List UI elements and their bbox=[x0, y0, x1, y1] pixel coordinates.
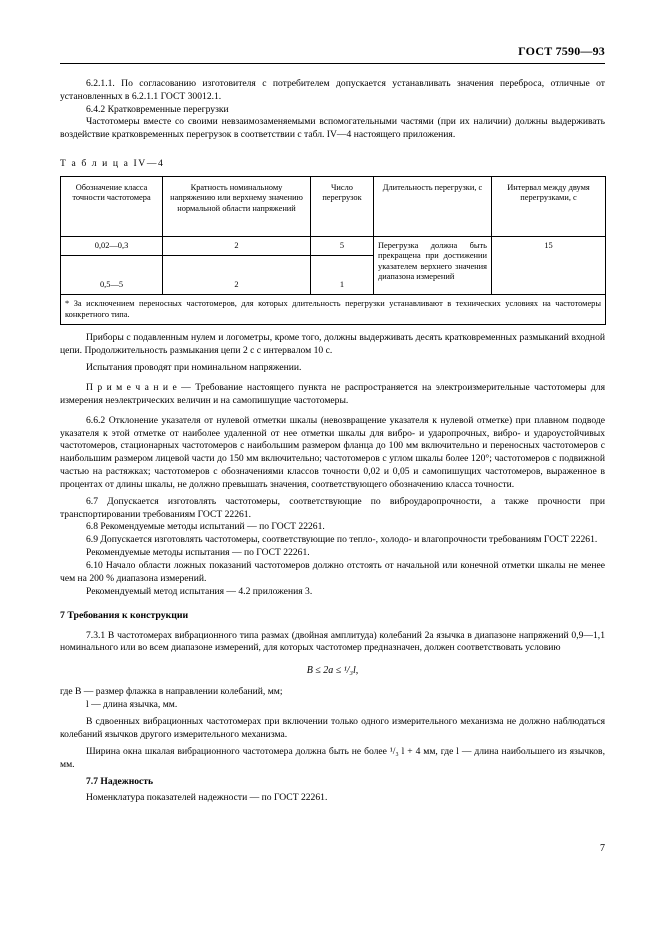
paragraph-6-10-methods: Рекомендуемый метод испытания — 4.2 приложения 3. bbox=[86, 585, 313, 597]
paragraph-6-9: 6.9 Допускается изготовлять частотомеры, соответствующие по тепло-, холодо- и влагопрочности требованиям ГОСТ 22261. bbox=[86, 534, 598, 546]
paragraph-6-10: 6.10 Начало области ложных показаний частотомеров должно отстоять от начальной или конечной отметки шкалы не менее чем на 200 % диапазона измерений. bbox=[60, 559, 605, 584]
paragraph-6-9-methods: Рекомендуемые методы испытания — по ГОСТ 22261. bbox=[86, 547, 310, 559]
paragraph-note: П р и м е ч а н и е — Требование настоящего пункта не распространяется на электроизмерительные частотомеры для измерения неэлектрических величин и на самопишущие частотомеры. bbox=[60, 381, 605, 406]
section-heading-7-7: 7.7 Надежность bbox=[86, 775, 154, 787]
paragraph-reliability: Номенклатура показателей надежности — по ГОСТ 22261. bbox=[86, 792, 328, 804]
paragraph-6-4-2: 6.4.2 Кратковременные перегрузки bbox=[86, 103, 229, 115]
paragraph-dual-vibration: В сдвоенных вибрационных частотомерах при включении только одного измерительного механизма не должно наблюдаться колебаний язычков другого измерительного механизма. bbox=[60, 716, 605, 740]
paragraph-nominal-voltage: Испытания проводят при номинальном напряжении. bbox=[86, 362, 302, 374]
table-footnote: * За исключением переносных частотомеров, для которых длительность перегрузки устанавливают в технических условиях на частотомеры конкретного типа. bbox=[61, 295, 606, 325]
paragraph-6-2-1-1: 6.2.1.1. По согласованию изготовителя с потребителем допускается устанавливать значения переброса, отличные от установленных в 6.2.1.1 ГОСТ 30012.1. bbox=[60, 77, 605, 102]
paragraph-suppressed-zero: Приборы с подавленным нулем и логометры, кроме того, должны выдерживать десять кратковременных размыканий входной цепи. Продолжительность размыкания цепи 2 с с интервалом 10 с. bbox=[60, 332, 605, 357]
cell-class-1: 0,02—0,3 bbox=[61, 236, 163, 256]
formula-amplitude: B ≤ 2a ≤ ¹/₃l, bbox=[306, 665, 359, 677]
table-header-interval: Интервал между двумя перегрузками, с bbox=[492, 176, 606, 236]
legend-b: где B — размер флажка в направлении колебаний, мм; bbox=[60, 686, 283, 698]
standard-header: ГОСТ 7590—93 bbox=[518, 44, 605, 58]
paragraph-6-6-2: 6.6.2 Отклонение указателя от нулевой отметки шкалы (невозвращение указателя к нулевой отметке) при плавном подводе указателя к этой отметке от наиболее удаленной от нее отметки шкалы для вибро- и ударопрочных, вибро- и удароустойчивых частотомеров, стационарных частотомеров с наибольшим размером фланца до 100 мм включительно и переносных частотомеров с наибольшим размером лицевой части до 150 мм включительно; частотомеров с углом шкалы более 120°; частотомеров с подвижной частью на растяжках; частотомеров с обозначениями классов точности 0,02 и 0,05 и самопишущих частотомеров, выраженное в процентах от длины шкалы, не должно превышать значения, соответствующего обозначению класса точности. bbox=[60, 414, 605, 490]
header-divider bbox=[60, 63, 605, 64]
table-header-row bbox=[61, 176, 606, 236]
paragraph-7-3-1: 7.3.1 В частотомерах вибрационного типа размах (двойная амплитуда) колебаний 2а язычка в диапазоне напряжений 0,9—1,1 номинального или во всем диапазоне измерений, для которых частотомер предназначен, должен соответствовать условию bbox=[60, 629, 605, 654]
table-header-ratio: Кратность номинальному напряжению или верхнему значению нормальной области напряжений bbox=[163, 176, 311, 236]
overload-table bbox=[60, 176, 606, 326]
paragraph-6-8: 6.8 Рекомендуемые методы испытаний — по ГОСТ 22261. bbox=[86, 521, 325, 533]
table-header-class: Обозначение класса точности частотомера bbox=[61, 176, 163, 236]
cell-count-1: 5 bbox=[311, 236, 374, 256]
page-number: 7 bbox=[600, 843, 605, 854]
cell-count-2: 1 bbox=[311, 256, 374, 295]
table-header-count: Число перегрузок bbox=[311, 176, 374, 236]
table-row bbox=[61, 236, 606, 256]
table-header-duration: Длительность перегрузки, с bbox=[374, 176, 492, 236]
legend-l: l — длина язычка, мм. bbox=[86, 699, 178, 711]
table-note-row bbox=[61, 295, 606, 325]
cell-class-2: 0,5—5 bbox=[61, 256, 163, 295]
paragraph-overload-intro: Частотомеры вместе со своими невзаимозаменяемыми вспомогательными частями (при их наличии) должны выдерживать воздействие кратковременных перегрузок в соответствии с табл. IV—4 настоящего приложения. bbox=[60, 116, 605, 141]
table-caption: Т а б л и ц а IV—4 bbox=[60, 158, 165, 170]
cell-ratio-2: 2 bbox=[163, 256, 311, 295]
page-content bbox=[60, 44, 605, 805]
cell-duration-1: Перегрузка должна быть прекращена при достижении указателем верхнего значения диапазона измерений bbox=[374, 236, 492, 295]
cell-interval-1: 15 bbox=[492, 236, 606, 295]
paragraph-6-7: 6.7 Допускается изготовлять частотомеры, соответствующие по виброударопрочности, а также прочности при транспортировании требованиям ГОСТ 22261. bbox=[60, 495, 605, 520]
paragraph-window-width: Ширина окна шкалая вибрационного частотомера должна быть не более ¹/₃ l + 4 мм, где l — длина наибольшего из язычков, мм. bbox=[60, 745, 605, 770]
cell-ratio-1: 2 bbox=[163, 236, 311, 256]
section-heading-7: 7 Требования к конструкции bbox=[60, 610, 189, 622]
